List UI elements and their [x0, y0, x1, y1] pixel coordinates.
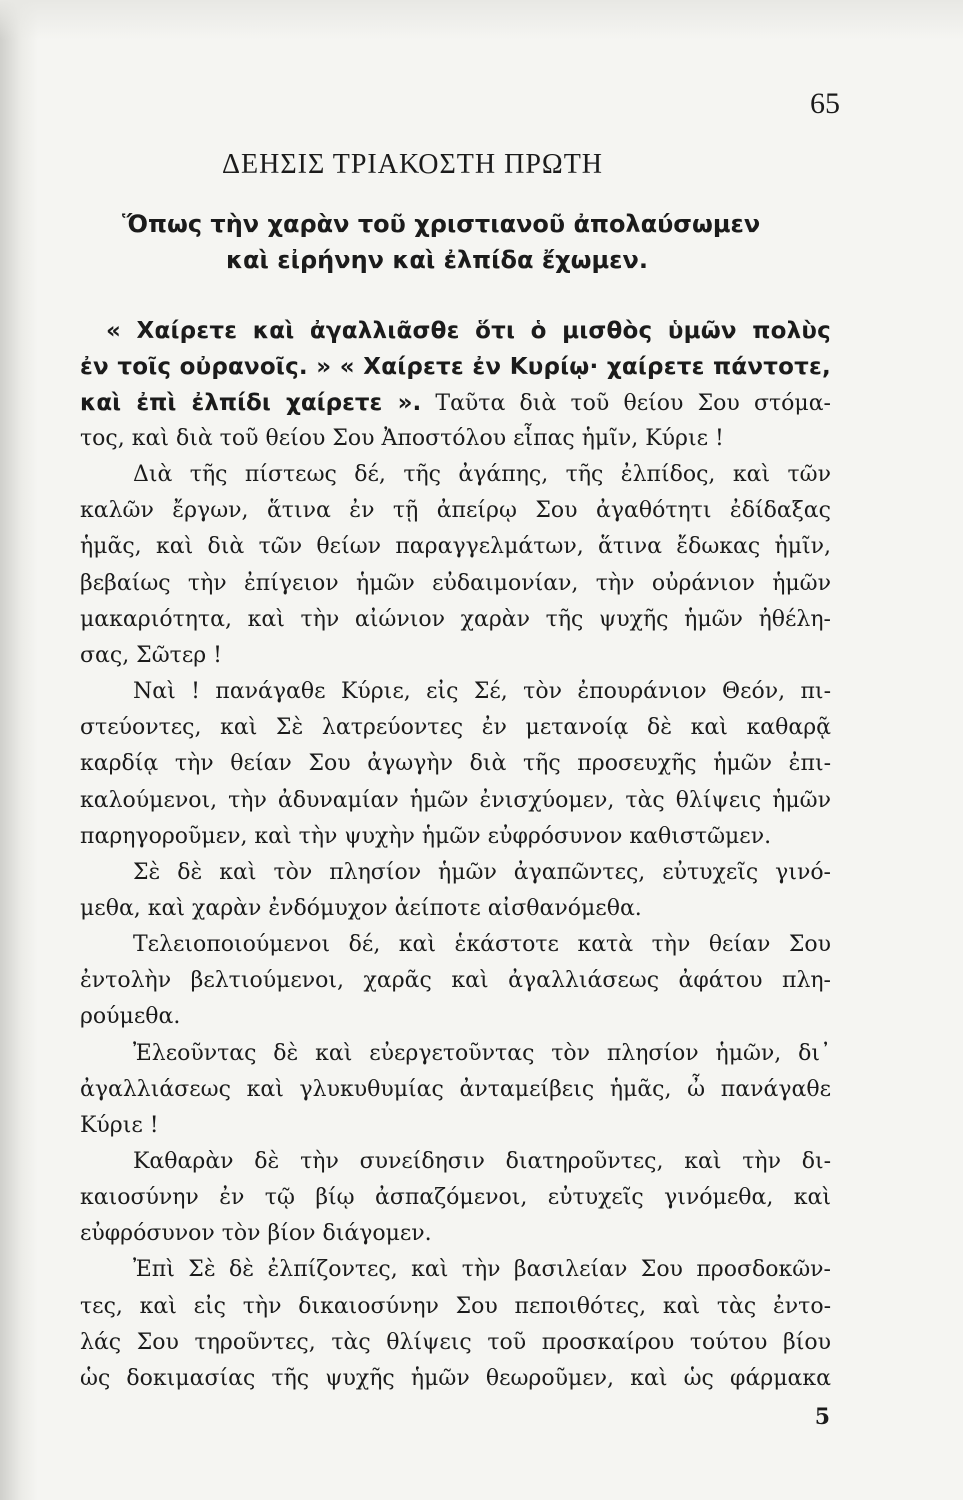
text-line: μακαριότητα, καὶ τὴν αἰώνιον χαρὰν τῆς ψυχῆς ἡμῶν ἠθέλη- [80, 607, 831, 632]
text-line: ἡμᾶς, καὶ διὰ τῶν θείων παραγγελμάτων, ἅτινα ἔδωκας ἡμῖν, [80, 534, 831, 559]
text-line: Ἐλεοῦντας δὲ καὶ εὐεργετοῦντας τὸν πλησίον ἡμῶν, δι᾿ [133, 1041, 831, 1066]
text-line: τος, καὶ διὰ τοῦ θείου Σου Ἀποστόλου εἶπας ἡμῖν, Κύριε ! [80, 426, 724, 451]
body-text-fragment: Ταῦτα διὰ τοῦ θείου Σου στόμα- [421, 391, 831, 416]
signature-mark: 5 [814, 1404, 830, 1430]
text-line: Ναὶ ! πανάγαθε Κύριε, εἰς Σέ, τὸν ἐπουράνιον Θεόν, πι- [133, 679, 831, 704]
text-line: τες, καὶ εἰς τὴν δικαιοσύνην Σου πεποιθότες, καὶ τὰς ἐντο- [80, 1294, 831, 1319]
page-title: ΔΕΗΣΙΣ ΤΡΙΑΚΟΣΤΗ ΠΡΩΤΗ [222, 149, 604, 180]
text-line: εὐφρόσυνον τὸν βίον διάγομεν. [80, 1221, 432, 1246]
text-line: καλῶν ἔργων, ἅτινα ἐν τῇ ἀπείρῳ Σου ἀγαθότητι ἐδίδαξας [80, 498, 831, 523]
text-line: Τελειοποιούμενοι δέ, καὶ ἑκάστοτε κατὰ τὴν θείαν Σου [133, 932, 831, 957]
subtitle-line: Ὅπως τὴν χαρὰν τοῦ χριστιανοῦ ἀπολαύσωμεν [122, 210, 761, 238]
text-line: Ἐπὶ Σὲ δὲ ἐλπίζοντες, καὶ τὴν βασιλείαν Σου προσδοκῶν- [133, 1257, 831, 1282]
text-line: Σὲ δὲ καὶ τὸν πλησίον ἡμῶν ἀγαπῶντες, εὐτυχεῖς γινό- [133, 860, 831, 885]
text-line: καρδίᾳ τὴν θείαν Σου ἀγωγὴν διὰ τῆς προσευχῆς ἡμῶν ἐπι- [80, 751, 831, 776]
mixed-line [80, 385, 831, 421]
text-line: ρούμεθα. [80, 1004, 181, 1029]
text-line: βεβαίως τὴν ἐπίγειον ἡμῶν εὐδαιμονίαν, τὴν οὐράνιον ἡμῶν [80, 571, 831, 596]
text-line: λάς Σου τηροῦντες, τὰς θλίψεις τοῦ προσκαίρου τούτου βίου [80, 1330, 831, 1355]
text-line: Κύριε ! [80, 1113, 159, 1138]
text-line: Διὰ τῆς πίστεως δέ, τῆς ἀγάπης, τῆς ἐλπίδος, καὶ τῶν [133, 462, 831, 487]
quote-end-bold: καὶ ἐπὶ ἐλπίδι χαίρετε ». [80, 390, 422, 416]
text-line: μεθα, καὶ χαρὰν ἐνδόμυχον ἀείποτε αἰσθανόμεθα. [80, 896, 642, 921]
text-line: ἀγαλλιάσεως καὶ γλυκυθυμίας ἀνταμείβεις ἡμᾶς, ὦ πανάγαθε [80, 1077, 831, 1102]
spine-shadow [0, 0, 38, 1500]
text-line: καιοσύνην ἐν τῷ βίῳ ἀσπαζόμενοι, εὐτυχεῖς γινόμεθα, καὶ [80, 1185, 831, 1210]
page-number: 65 [810, 87, 840, 120]
text-line: ὡς δοκιμασίας τῆς ψυχῆς ἡμῶν θεωροῦμεν, καὶ ὡς φάρμακα [80, 1366, 831, 1391]
text-line: στεύοντες, καὶ Σὲ λατρεύοντες ἐν μετανοίᾳ δὲ καὶ καθαρᾷ [80, 715, 831, 740]
text-line: παρηγοροῦμεν, καὶ τὴν ψυχὴν ἡμῶν εὐφρόσυνον καθιστῶμεν. [80, 824, 772, 849]
top-shadow [0, 0, 963, 40]
text-line: καλούμενοι, τὴν ἀδυναμίαν ἡμῶν ἐνισχύομεν, τὰς θλίψεις ἡμῶν [80, 788, 831, 813]
text-line: Καθαρὰν δὲ τὴν συνείδησιν διατηροῦντες, καὶ τὴν δι- [133, 1149, 831, 1174]
subtitle-line: καὶ εἰρήνην καὶ ἐλπίδα ἔχωμεν. [226, 246, 649, 274]
quote-line: « Χαίρετε καὶ ἀγαλλιᾶσθε ὅτι ὁ μισθὸς ὑμῶν πολὺς [106, 318, 831, 344]
text-line: σας, Σῶτερ ! [80, 643, 223, 668]
quote-line: ἐν τοῖς οὐρανοῖς. » « Χαίρετε ἐν Κυρίῳ· χαίρετε πάντοτε, [80, 354, 831, 380]
text-line: ἐντολὴν βελτιούμενοι, χαρᾶς καὶ ἀγαλλιάσεως ἀφάτου πλη- [80, 968, 831, 993]
